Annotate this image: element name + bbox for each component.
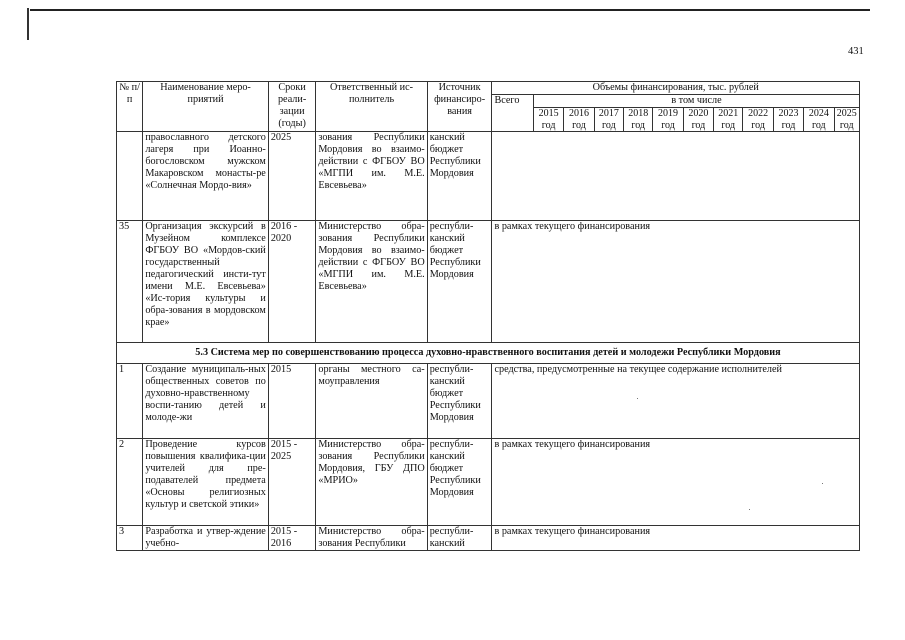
scan-top-line <box>30 9 870 11</box>
section-row <box>117 343 860 364</box>
row-terms: 2025 <box>268 132 316 221</box>
row-funding: средства, предусмотренные на текущее содержание исполнителей <box>492 364 860 439</box>
row-terms: 2015 - 2016 <box>268 526 316 551</box>
row-funding: в рамках текущего финансирования <box>492 526 860 551</box>
year-header: 2015 год <box>533 108 563 132</box>
year-header: 2023 год <box>773 108 803 132</box>
table-row <box>117 364 860 439</box>
year-header: 2016 год <box>564 108 594 132</box>
section-title: 5.3 Система мер по совершенствованию процесса духовно-нравственного воспитания детей и молодежи Республики Мордовия <box>117 343 860 364</box>
scan-speck <box>749 509 750 510</box>
row-responsible: Министерство обра-зования Республики Мордовия, ГБУ ДПО «МРИО» <box>316 439 427 526</box>
row-funding: в рамках текущего финансирования <box>492 221 860 343</box>
scan-speck <box>822 483 823 484</box>
financing-table <box>116 81 860 551</box>
row-responsible: органы местного са-моуправления <box>316 364 427 439</box>
row-funding <box>492 132 860 221</box>
col-header-responsible: Ответственный ис-полнитель <box>316 82 427 132</box>
row-name: Проведение курсов повышения квалифика-ции учителей для пре-подавателей предмета «Основы религиозных культур и светской этики» <box>143 439 269 526</box>
row-terms: 2015 - 2025 <box>268 439 316 526</box>
scan-edge-mark <box>27 8 29 40</box>
table-row <box>117 132 860 221</box>
row-funding: в рамках текущего финансирования <box>492 439 860 526</box>
year-header: 2019 год <box>653 108 683 132</box>
scan-speck <box>637 398 638 399</box>
row-num: 2 <box>117 439 143 526</box>
row-name: Создание муниципаль-ных общественных советов по духовно-нравственному воспи-танию детей и молоде-жи <box>143 364 269 439</box>
col-header-total: Всего <box>492 95 533 132</box>
row-num: 3 <box>117 526 143 551</box>
year-header: 2021 год <box>714 108 743 132</box>
row-terms: 2016 - 2020 <box>268 221 316 343</box>
row-num: 1 <box>117 364 143 439</box>
row-source: республи-канский бюджет Республики Мордовия <box>427 221 492 343</box>
row-responsible: зования Республики Мордовия во взаимо-действии с ФГБОУ ВО «МГПИ им. М.Е. Евсевьева» <box>316 132 427 221</box>
col-header-name: Наименование меро-приятий <box>143 82 269 132</box>
table-row <box>117 221 860 343</box>
row-source: республи-канский <box>427 526 492 551</box>
row-name: Разработка и утвер-ждение учебно- <box>143 526 269 551</box>
col-header-volumes: Объемы финансирования, тыс. рублей <box>492 82 860 95</box>
row-name: православного детского лагеря при Иоанно-богословском мужском Макаровском монасты-ре «Солнечная Мордо-вия» <box>143 132 269 221</box>
col-header-source: Источник финансиро-вания <box>427 82 492 132</box>
year-header: 2024 год <box>804 108 834 132</box>
year-header: 2017 год <box>594 108 623 132</box>
row-responsible: Министерство обра-зования Республики <box>316 526 427 551</box>
row-source: республи-канский бюджет Республики Мордовия <box>427 439 492 526</box>
row-name: Организация экскурсий в Музейном комплексе ФГБОУ ВО «Мордов-ский государственный педагогический инсти-тут имени М.Е. Евсевьева» «Ис-тория культуры и обра-зования в мордовском крае» <box>143 221 269 343</box>
year-header: 2020 год <box>683 108 713 132</box>
page-number: 431 <box>848 46 864 57</box>
table-row <box>117 526 860 551</box>
col-header-terms: Сроки реали-зации (годы) <box>268 82 316 132</box>
table-row <box>117 439 860 526</box>
row-terms: 2015 <box>268 364 316 439</box>
row-responsible: Министерство обра-зования Республики Мордовия во взаимо-действии с ФГБОУ ВО «МГПИ им. М.Е. Евсевьева» <box>316 221 427 343</box>
row-source: канский бюджет Республики Мордовия <box>427 132 492 221</box>
year-header: 2018 год <box>624 108 653 132</box>
header-row-1 <box>117 82 860 95</box>
row-source: республи-канский бюджет Республики Мордовия <box>427 364 492 439</box>
col-header-num: № п/п <box>117 82 143 132</box>
year-header: 2025 год <box>834 108 860 132</box>
year-header: 2022 год <box>743 108 773 132</box>
row-num: 35 <box>117 221 143 343</box>
row-num <box>117 132 143 221</box>
col-header-including: в том числе <box>533 95 859 108</box>
